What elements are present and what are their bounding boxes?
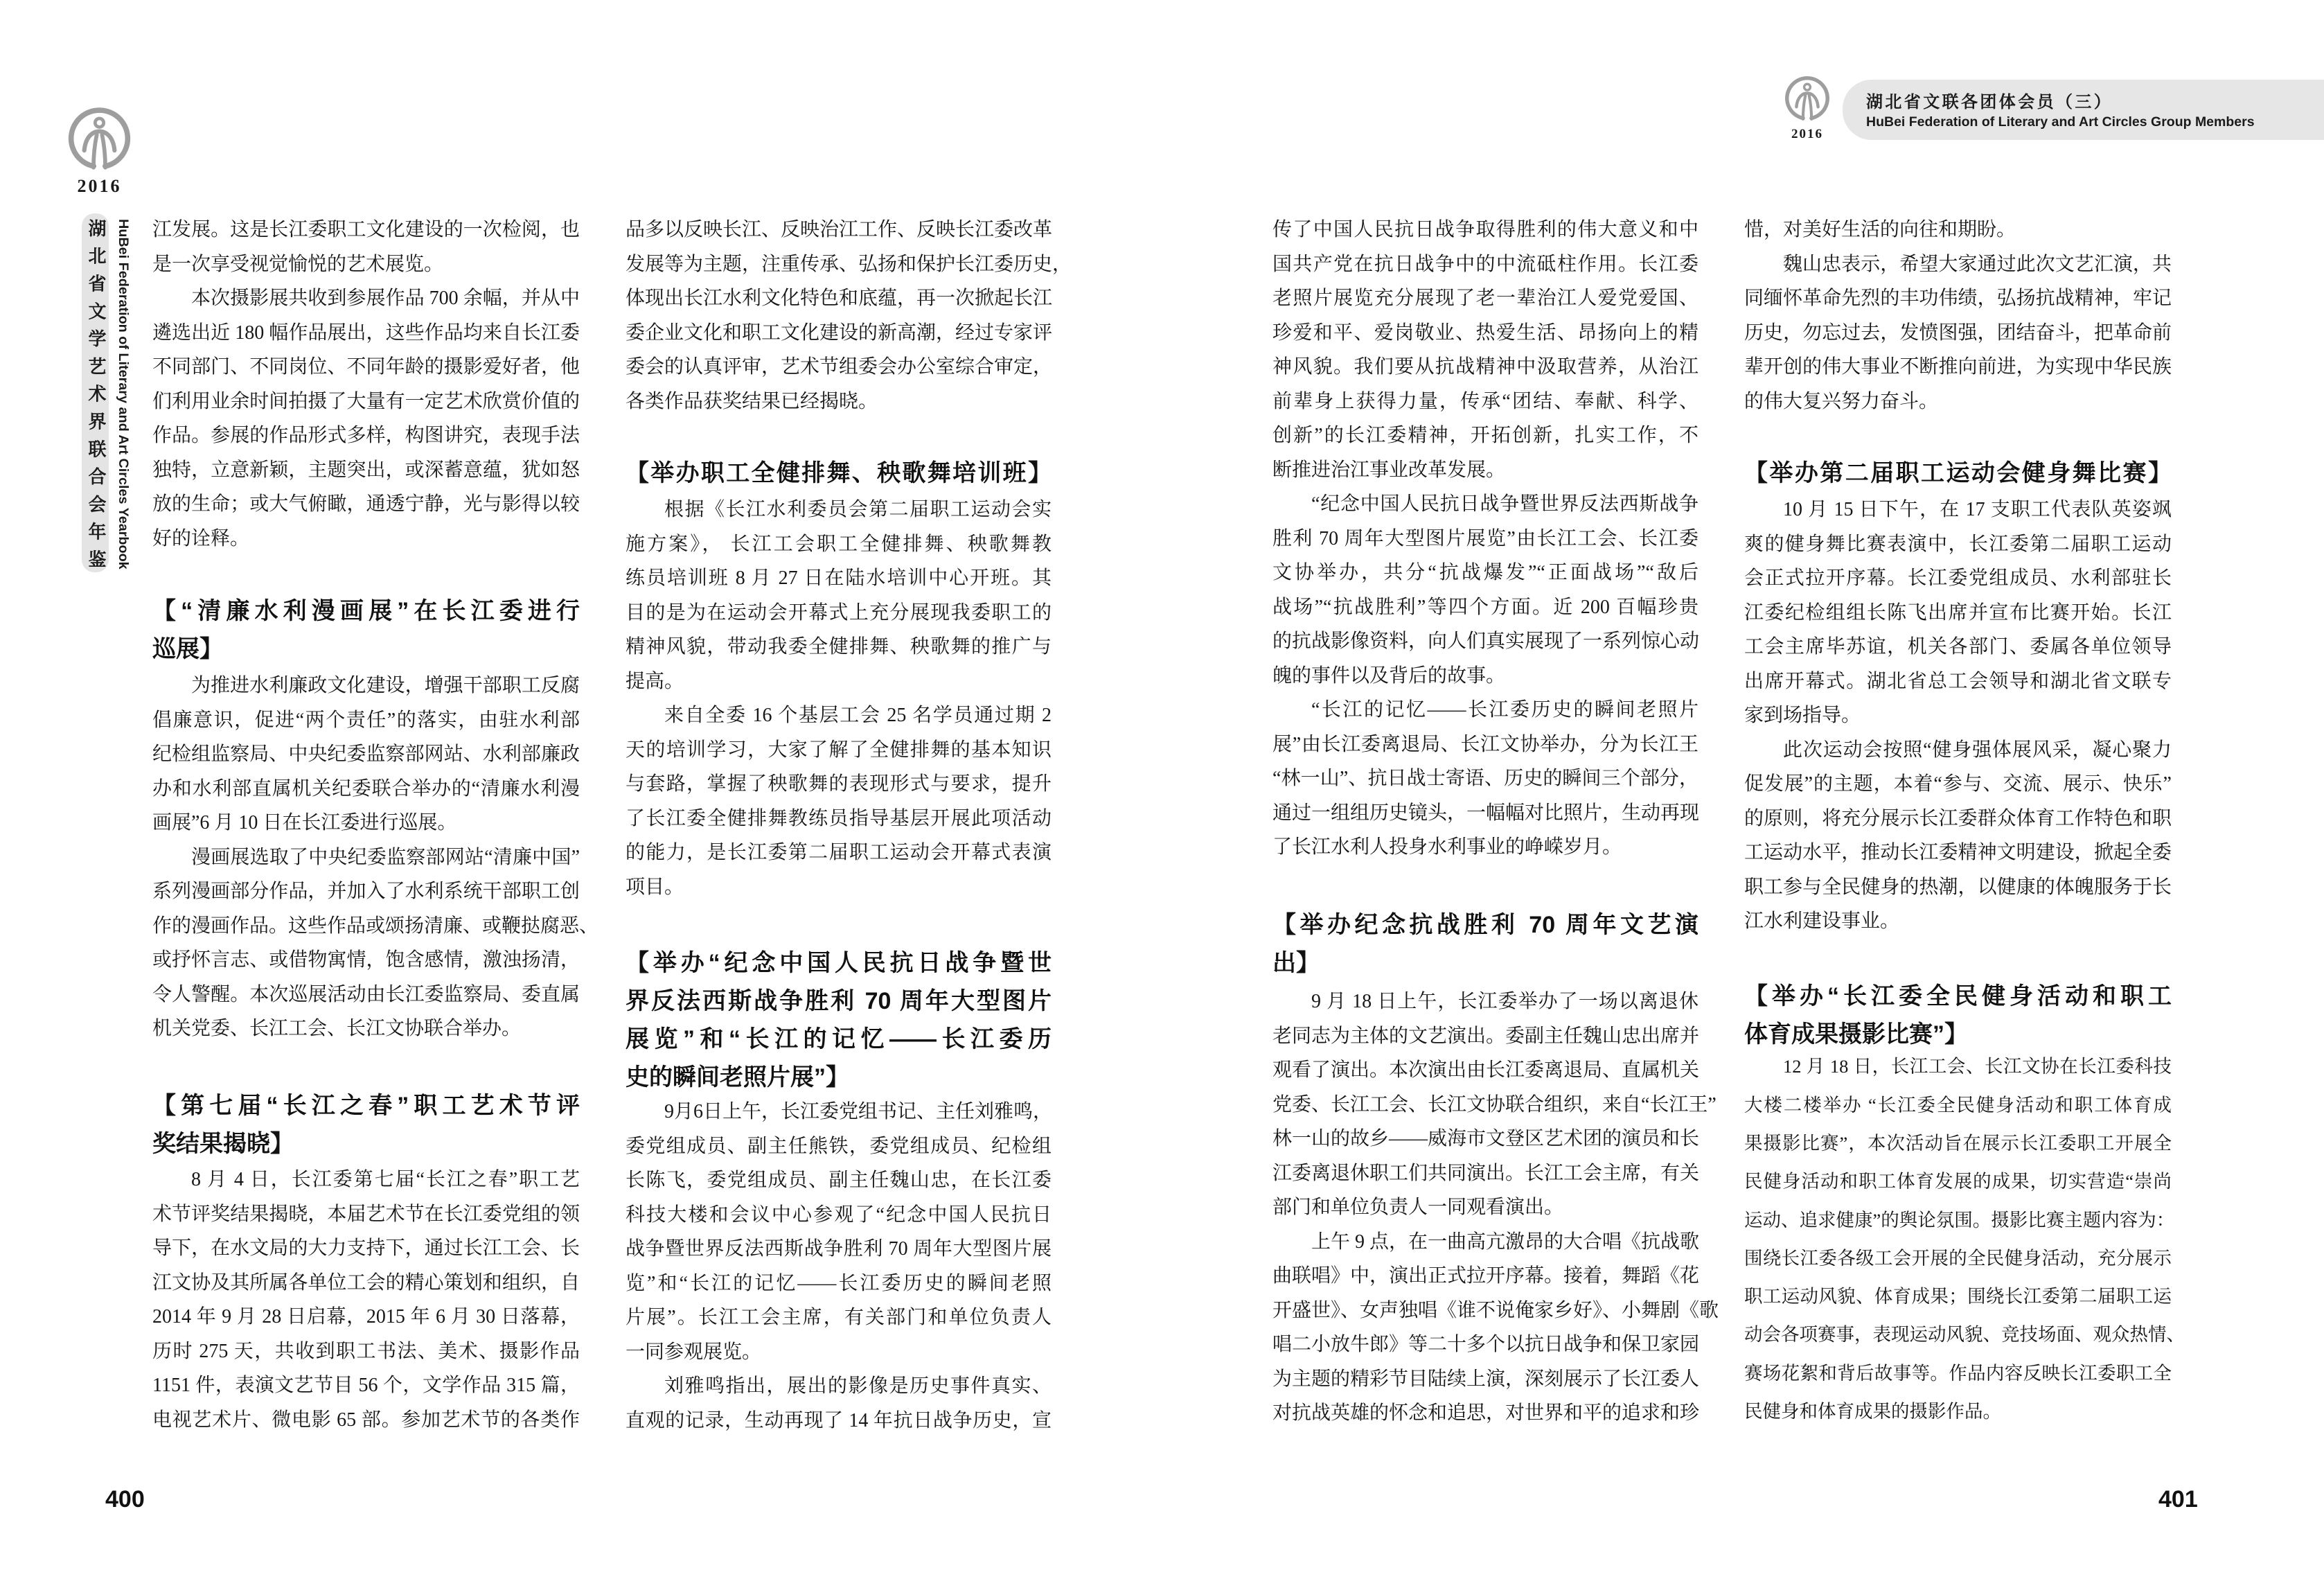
sidebar-title-cn: 湖北省文学艺术界联合会年鉴 bbox=[85, 219, 106, 578]
heading-line: 【举办纪念抗战胜利 70 周年文艺演 bbox=[1272, 911, 1698, 938]
sidebar-title-en: HuBei Federation of Literary and Art Circles Yearbook bbox=[116, 219, 131, 570]
text-line: 工运动水平，推动长江委精神文明建设，掀起全委 bbox=[1744, 842, 2172, 864]
heading-line: 【“清廉水利漫画展”在长江委进行 bbox=[152, 597, 580, 624]
text-line: 目的是为在运动会开幕式上充分展现我委职工的 bbox=[626, 601, 1052, 624]
paragraph bbox=[152, 281, 580, 556]
text-line: 会正式拉开序幕。长江委党组成员、水利部驻长 bbox=[1744, 567, 2172, 590]
paragraph bbox=[1744, 733, 2172, 939]
text-line: 或抒怀言志、或借物寓情，饱含感情，激浊扬清， bbox=[152, 949, 580, 971]
text-line: 曲联唱》中，演出正式拉开序幕。接着，舞蹈《花 bbox=[1272, 1265, 1700, 1287]
text-line: 倡廉意识，促进“两个责任”的落实，由驻水利部 bbox=[152, 709, 580, 731]
heading-line: 界反法西斯战争胜利 70 周年大型图片 bbox=[626, 987, 1052, 1014]
text-line: “纪念中国人民抗日战争暨世界反法西斯战争 bbox=[1311, 493, 1698, 515]
paragraph bbox=[1272, 487, 1698, 693]
text-line: 作的漫画作品。这些作品或颂扬清廉、或鞭挞腐恶、 bbox=[152, 915, 599, 937]
text-line: “林一山”、抗日战士寄语、历史的瞬间三个部分， bbox=[1272, 768, 1698, 790]
text-line: 林一山的故乡——威海市文登区艺术团的演员和长 bbox=[1272, 1128, 1700, 1150]
text-line: 委会的认真评审，艺术节组委会办公室综合审定， bbox=[626, 356, 1053, 378]
paragraph bbox=[626, 698, 1052, 904]
text-line: 爽的健身舞比赛表演中，长江委第二届职工运动 bbox=[1744, 533, 2172, 555]
heading-line: 展览”和“长江的记忆——长江委历 bbox=[626, 1025, 1052, 1052]
text-line: 工会主席毕苏谊，机关各部门、委属各单位领导 bbox=[1744, 636, 2172, 658]
heading-line: 【举办第二届职工运动会健身舞比赛】 bbox=[1744, 459, 2172, 486]
text-line: 天的培训学习，大家了解了全健排舞的基本知识 bbox=[626, 739, 1052, 761]
text-line: 胜利 70 周年大型图片展览”由长江工会、长江委 bbox=[1272, 527, 1698, 549]
column-3 bbox=[1272, 0, 1719, 1588]
text-line: 发展等为主题，注重传承、弘扬和保护长江委历史， bbox=[626, 253, 1072, 275]
section-heading bbox=[1744, 455, 2172, 493]
text-line: 独特，立意新颖，主题突出，或深蓄意蕴，犹如怒 bbox=[152, 459, 580, 481]
text-line: 各类作品获奖结果已经揭晓。 bbox=[626, 390, 878, 412]
text-line: 9 月 18 日上午，长江委举办了一场以离退休 bbox=[1311, 991, 1698, 1013]
text-line: 展”由长江委离退局、长江文协举办，分为长江王 bbox=[1272, 733, 1698, 755]
text-line: 出席开幕式。湖北省总工会领导和湖北省文联专 bbox=[1744, 670, 2172, 692]
heading-line: 【第七届“长江之春”职工艺术节评 bbox=[152, 1092, 580, 1119]
text-line: 电视艺术片、微电影 65 部。参加艺术节的各类作 bbox=[152, 1409, 580, 1431]
paragraph bbox=[1744, 213, 2172, 247]
text-line: 系列漫画部分作品，并加入了水利系统干部职工创 bbox=[152, 881, 580, 903]
heading-line: 奖结果揭晓】 bbox=[152, 1130, 294, 1157]
text-line: 的抗战影像资料，向人们真实展现了一系列惊心动 bbox=[1272, 630, 1700, 653]
text-line: 们利用业余时间拍摄了大量有一定艺术欣赏价值的 bbox=[152, 390, 580, 412]
section-heading bbox=[626, 944, 1052, 1097]
text-line: 职工运动风貌、体育成果；围绕长江委第二届职工运 bbox=[1744, 1286, 2172, 1307]
text-line: 断推进治江事业改革发展。 bbox=[1272, 459, 1506, 481]
text-line: 9月6日上午，长江委党组书记、主任刘雅鸣， bbox=[664, 1101, 1053, 1123]
text-line: 观看了演出。本次演出由长江委离退局、直属机关 bbox=[1272, 1059, 1700, 1082]
paragraph bbox=[626, 1369, 1052, 1438]
text-line: 项目。 bbox=[626, 876, 684, 898]
section-heading bbox=[152, 592, 580, 669]
text-line: 促发展”的主题，本着“参与、交流、展示、快乐” bbox=[1744, 773, 2172, 795]
text-line: 为主题的精彩节目陆续上演，深刻展示了长江委人 bbox=[1272, 1368, 1700, 1390]
text-line: 施方案》， 长江工会职工全健排舞、秧歌舞教 bbox=[626, 533, 1052, 555]
text-line: 练员培训班 8 月 27 日在陆水培训中心开班。其 bbox=[626, 567, 1052, 590]
section-heading bbox=[152, 1087, 580, 1163]
text-line: 文协举办，共分“抗战爆发”“正面战场”“敌后 bbox=[1272, 562, 1698, 584]
section-header-title: 湖北省文联各团体会员（三） bbox=[1866, 91, 2113, 112]
text-line: 赛场花絮和背后故事等。作品内容反映长江委职工全 bbox=[1744, 1362, 2172, 1384]
paragraph bbox=[152, 669, 580, 840]
paragraph bbox=[1272, 693, 1698, 865]
text-line: 战场”“抗战胜利”等四个方面。近 200 百幅珍贵 bbox=[1272, 596, 1698, 618]
text-line: 来自全委 16 个基层工会 25 名学员通过期 2 bbox=[664, 705, 1052, 727]
text-line: 果摄影比赛”，本次活动旨在展示长江委职工开展全 bbox=[1744, 1132, 2172, 1154]
text-line: 画展”6 月 10 日在长江委进行巡展。 bbox=[152, 812, 457, 834]
text-line: 家到场指导。 bbox=[1744, 705, 1861, 727]
text-line: 1151 件，表演文艺节目 56 个，文学作品 315 篇， bbox=[152, 1375, 580, 1397]
text-line: 运动、追求健康”的舆论氛围。摄影比赛主题内容为： bbox=[1744, 1209, 2175, 1230]
text-line: 民健身活动和职工体育发展的成果，切实营造“崇尚 bbox=[1744, 1171, 2172, 1192]
text-line: 机关党委、长江工会、长江文协联合举办。 bbox=[152, 1018, 522, 1040]
text-line: 历时 275 天，共收到职工书法、美术、摄影作品 bbox=[152, 1340, 580, 1362]
text-line: 了长江委全健排舞教练员指导基层开展此项活动 bbox=[626, 807, 1052, 829]
text-line: 魄的事件以及背后的故事。 bbox=[1272, 664, 1506, 687]
text-line: 2014 年 9 月 28 日启幕，2015 年 6 月 30 日落幕， bbox=[152, 1306, 580, 1328]
text-line: 神风貌。我们要从抗战精神中汲取营养，从治江 bbox=[1272, 356, 1698, 378]
paragraph bbox=[1272, 1225, 1719, 1431]
text-line: 不同部门、不同岗位、不同年龄的摄影爱好者，他 bbox=[152, 356, 580, 378]
text-line: 珍爱和平、爱岗敬业、热爱生活、昂扬向上的精 bbox=[1272, 321, 1698, 344]
text-line: 直观的记录，生动再现了 14 年抗日战争历史，宣 bbox=[626, 1409, 1052, 1431]
text-line: 历史，勿忘过去，发愤图强，团结奋斗，把革命前 bbox=[1744, 321, 2172, 344]
text-line: 惜，对美好生活的向往和期盼。 bbox=[1744, 219, 2016, 241]
text-line: 对抗战英雄的怀念和追思，对世界和平的追求和珍 bbox=[1272, 1402, 1700, 1424]
text-line: 的原则，将充分展示长江委群众体育工作特色和职 bbox=[1744, 807, 2172, 829]
heading-line: 【举办“纪念中国人民抗日战争暨世 bbox=[626, 949, 1052, 976]
text-line: 12 月 18 日，长江工会、长江文协在长江委科技 bbox=[1783, 1056, 2172, 1077]
text-line: 大楼二楼举办 “长江委全民健身活动和职工体育成 bbox=[1744, 1094, 2172, 1115]
column-1 bbox=[152, 0, 599, 1588]
text-line: 老同志为主体的文艺演出。委副主任魏山忠出席并 bbox=[1272, 1025, 1700, 1047]
text-line: 江发展。这是长江委职工文化建设的一次检阅，也 bbox=[152, 219, 580, 241]
text-line: 老照片展览充分展现了老一辈治江人爱党爱国、 bbox=[1272, 288, 1698, 310]
text-line: 作品。参展的作品形式多样，构图讲究，表现手法 bbox=[152, 425, 580, 447]
paragraph bbox=[1744, 247, 2172, 419]
text-line: 好的诠释。 bbox=[152, 527, 250, 549]
text-line: 长陈飞，委党组成员、副主任魏山忠，在长江委 bbox=[626, 1170, 1052, 1192]
text-line: 的伟大复兴努力奋斗。 bbox=[1744, 390, 1939, 412]
text-line: “长江的记忆——长江委历史的瞬间老照片 bbox=[1311, 699, 1698, 721]
text-line: 片展”。长江工会主席，有关部门和单位负责人 bbox=[626, 1307, 1052, 1329]
paragraph bbox=[1272, 985, 1717, 1225]
column-2 bbox=[626, 0, 1072, 1588]
text-line: 通过一组组历史镜头，一幅幅对比照片，生动再现 bbox=[1272, 802, 1700, 824]
text-line: 根据《长江水利委员会第二届职工运动会实 bbox=[664, 499, 1052, 521]
text-line: 党委、长江工会、长江文协联合组织，来自“长江王” bbox=[1272, 1093, 1717, 1115]
text-line: 创新”的长江委精神，开拓创新，扎实工作，不 bbox=[1272, 425, 1698, 447]
heading-line: 出】 bbox=[1272, 949, 1320, 976]
paragraph bbox=[152, 213, 580, 281]
text-line: 魏山忠表示，希望大家通过此次文艺汇演，共 bbox=[1783, 253, 2172, 275]
text-line: 精神风貌，带动我委全健排舞、秧歌舞的推广与 bbox=[626, 636, 1052, 658]
text-line: 导下，在水文局的大力支持下，通过长江工会、长 bbox=[152, 1237, 580, 1260]
text-line: 遴选出近 180 幅作品展出，这些作品均来自长江委 bbox=[152, 321, 580, 344]
text-line: 10 月 15 日下午，在 17 支职工代表队英姿飒 bbox=[1783, 499, 2172, 521]
text-line: 上午 9 点，在一曲高亢激昂的大合唱《抗战歌 bbox=[1311, 1230, 1700, 1253]
page-number: 401 bbox=[2158, 1486, 2198, 1512]
paragraph bbox=[1272, 213, 1698, 487]
heading-line: 【举办“长江委全民健身活动和职工 bbox=[1744, 982, 2172, 1009]
text-line: 体现出长江水利文化特色和底蕴，再一次掀起长江 bbox=[626, 288, 1053, 310]
heading-line: 史的瞬间老照片展”】 bbox=[626, 1064, 849, 1091]
text-line: 江委离退休职工们共同演出。长江工会主席，有关 bbox=[1272, 1162, 1700, 1184]
text-line: 提高。 bbox=[626, 670, 684, 692]
logo-year: 2016 bbox=[1791, 127, 1823, 141]
text-line: 职工参与全民健身的热潮，以健康的体魄服务于长 bbox=[1744, 876, 2172, 898]
text-line: 漫画展选取了中央纪委监察部网站“清廉中国” bbox=[191, 846, 580, 868]
text-line: 传了中国人民抗日战争取得胜利的伟大意义和中 bbox=[1272, 219, 1698, 241]
text-line: 一同参观展览。 bbox=[626, 1341, 762, 1363]
text-line: 动会各项赛事，表现运动风貌、竞技场面、观众热情、 bbox=[1744, 1324, 2185, 1346]
paragraph bbox=[152, 1163, 580, 1437]
text-line: 览”和“长江的记忆——长江委历史的瞬间老照 bbox=[626, 1272, 1052, 1294]
text-line: 与套路，掌握了秧歌舞的表现形式与要求，提升 bbox=[626, 773, 1052, 795]
section-heading bbox=[1272, 906, 1698, 982]
section-header-subtitle: HuBei Federation of Literary and Art Circles Group Members bbox=[1866, 114, 2255, 130]
page-number: 400 bbox=[105, 1486, 145, 1512]
text-line: 国共产党在抗日战争中的中流砥柱作用。长江委 bbox=[1272, 253, 1698, 275]
heading-line: 【举办职工全健排舞、秧歌舞培训班】 bbox=[626, 459, 1052, 486]
text-line: 8 月 4 日，长江委第七届“长江之春”职工艺 bbox=[191, 1169, 580, 1191]
text-line: 为推进水利廉政文化建设，增强干部职工反腐 bbox=[191, 675, 580, 697]
text-line: 品多以反映长江、反映治江工作、反映长江委改革 bbox=[626, 219, 1053, 241]
text-line: 是一次享受视觉愉悦的艺术展览。 bbox=[152, 253, 444, 275]
text-line: 江委纪检组组长陈飞出席并宣布比赛开始。长江 bbox=[1744, 601, 2172, 624]
text-line: 围绕长江委各级工会开展的全民健身活动，充分展示 bbox=[1744, 1247, 2172, 1269]
text-line: 科技大楼和会议中心参观了“纪念中国人民抗日 bbox=[626, 1203, 1052, 1226]
text-line: 了长江水利人投身水利事业的峥嵘岁月。 bbox=[1272, 836, 1622, 858]
section-heading bbox=[626, 455, 1052, 493]
paragraph bbox=[626, 493, 1052, 698]
federation-logo-icon bbox=[66, 104, 132, 173]
text-line: 委企业文化和职工文化建设的新高潮，经过专家评 bbox=[626, 321, 1053, 344]
text-line: 唱二小放牛郎》等二十多个以抗日战争和保卫家园 bbox=[1272, 1334, 1700, 1356]
section-heading bbox=[1744, 978, 2172, 1054]
paragraph bbox=[152, 840, 599, 1046]
text-line: 前辈身上获得力量，传承“团结、奉献、科学、 bbox=[1272, 390, 1698, 412]
text-line: 令人警醒。本次巡展活动由长江委监察局、委直属 bbox=[152, 983, 580, 1005]
text-line: 同缅怀革命先烈的丰功伟绩，弘扬抗战精神，牢记 bbox=[1744, 288, 2172, 310]
paragraph bbox=[1744, 1048, 2185, 1431]
text-line: 战争暨世界反法西斯战争胜利 70 周年大型图片展 bbox=[626, 1238, 1052, 1260]
logo-year: 2016 bbox=[77, 176, 122, 196]
heading-line: 体育成果摄影比赛”】 bbox=[1744, 1021, 1968, 1048]
text-line: 纪检组监察局、中央纪委监察部网站、水利部廉政 bbox=[152, 743, 580, 766]
text-line: 辈开创的伟大事业不断推向前进，为实现中华民族 bbox=[1744, 356, 2172, 378]
heading-line: 巡展】 bbox=[152, 635, 223, 662]
text-line: 江文协及其所属各单位工会的精心策划和组织，自 bbox=[152, 1271, 580, 1294]
paragraph bbox=[1744, 493, 2172, 733]
paragraph bbox=[626, 213, 1072, 418]
text-line: 术节评奖结果揭晓，本届艺术节在长江委党组的领 bbox=[152, 1203, 580, 1225]
text-line: 刘雅鸣指出，展出的影像是历史事件真实、 bbox=[664, 1375, 1052, 1397]
paragraph bbox=[626, 1095, 1052, 1369]
text-line: 本次摄影展共收到参展作品 700 余幅，并从中 bbox=[191, 288, 580, 310]
text-line: 开盛世》、女声独唱《谁不说俺家乡好》、小舞剧《歌 bbox=[1272, 1299, 1719, 1321]
text-line: 民健身和体育成果的摄影作品。 bbox=[1744, 1401, 2001, 1422]
text-line: 办和水利部直属机关纪委联合举办的“清廉水利漫 bbox=[152, 777, 580, 800]
text-line: 放的生命；或大气俯瞰，通透宁静，光与影得以较 bbox=[152, 493, 580, 515]
text-line: 部门和单位负责人一同观看演出。 bbox=[1272, 1197, 1564, 1219]
text-line: 江水利建设事业。 bbox=[1744, 910, 1900, 933]
text-line: 此次运动会按照“健身强体展风采，凝心聚力 bbox=[1783, 739, 2172, 761]
text-line: 委党组成员、副主任熊铁，委党组成员、纪检组 bbox=[626, 1135, 1052, 1157]
text-line: 的能力，是长江委第二届职工运动会开幕式表演 bbox=[626, 842, 1052, 864]
